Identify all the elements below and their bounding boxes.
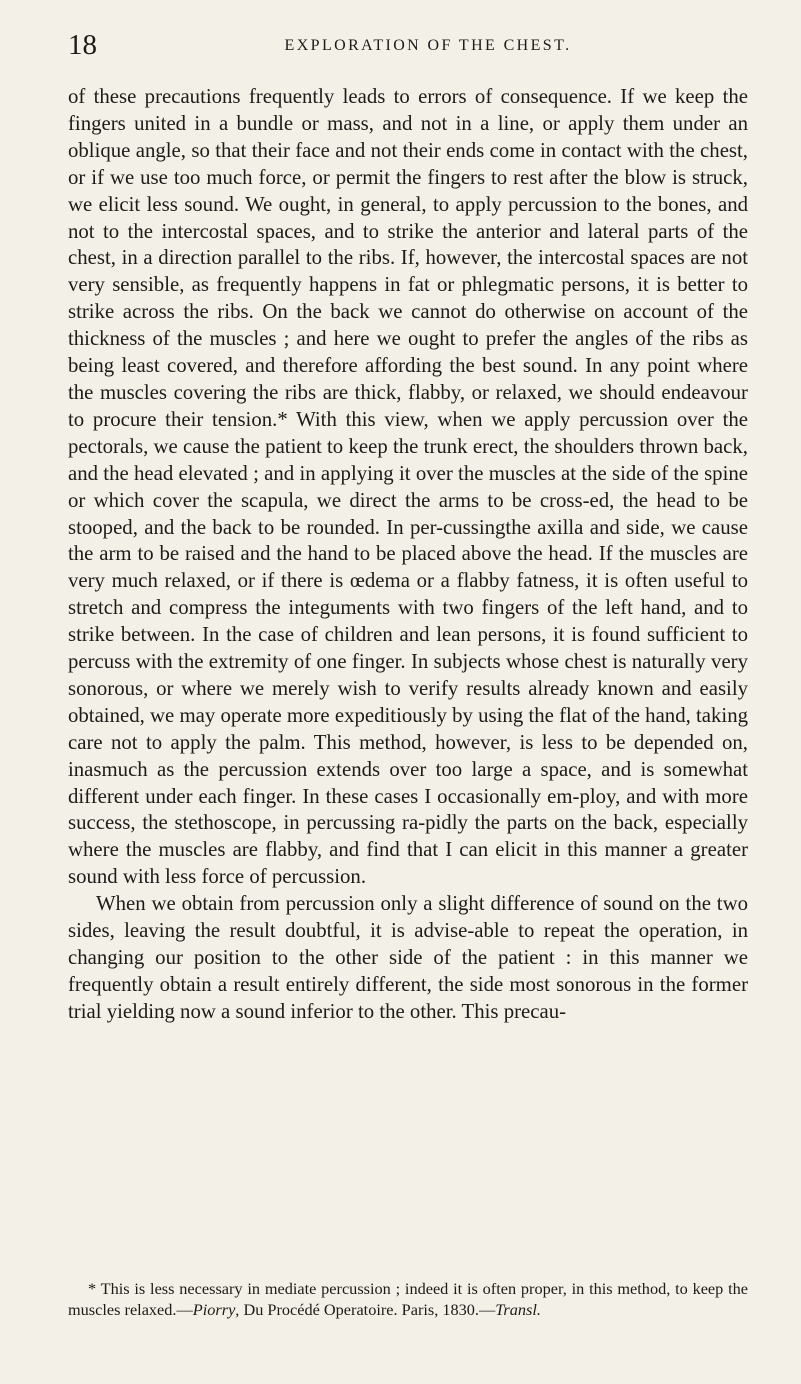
footnote: [68, 1278, 748, 1320]
paragraph-2: When we obtain from percussion only a slight difference of sound on the two sides, leaving the result doubtful, it is advise-able to repeat the operation, in changing our position to the other side of the patient : in this manner we frequently obtain a result entirely different, the side most sonorous in the former trial yielding now a sound inferior to the other. This precau-: [68, 892, 748, 1023]
page-header: [68, 30, 748, 60]
footnote-translator-note: Transl.: [495, 1300, 541, 1319]
paragraph-1: of these precautions frequently leads to errors of consequence. If we keep the fingers united in a bundle or mass, and not in a line, or apply them under an oblique angle, so that their face and not their ends come in contact with the chest, or if we use too much force, or permit the fingers to rest after the blow is struck, we elicit less sound. We ought, in general, to apply percussion to the bones, and not to the intercostal spaces, and to strike the anterior and lateral parts of the chest, in a direction parallel to the ribs. If, however, the intercostal spaces are not very sensible, as frequently happens in fat or phlegmatic persons, it is better to strike across the ribs. On the back we cannot do otherwise on account of the thickness of the muscles ; and here we ought to prefer the angles of the ribs as being least covered, and therefore affording the best sound. In any point where the muscles covering the ribs are thick, flabby, or relaxed, we should endeavour to procure their tension.* With this view, when we apply percussion over the pectorals, we cause the patient to keep the trunk erect, the shoulders thrown back, and the head elevated ; and in applying it over the muscles at the side of the spine or which cover the scapula, we direct the arms to be cross-ed, the head to be stooped, and the back to be rounded. In per-cussingthe axilla and side, we cause the arm to be raised and the hand to be placed above the head. If the muscles are very much relaxed, or if there is œdema or a flabby fatness, it is often useful to stretch and compress the integuments with two fingers of the left hand, and to strike between. In the case of children and lean persons, it is found sufficient to percuss with the extremity of one finger. In subjects whose chest is naturally very sonorous, or where we merely wish to verify results already known and easily obtained, we may operate more expeditiously by using the flat of the hand, taking care not to apply the palm. This method, however, is less to be depended on, inasmuch as the percussion extends over too large a space, and is somewhat different under each finger. In these cases I occasionally em-ploy, and with more success, the stethoscope, in percussing ra-pidly the parts on the back, especially where the muscles are flabby, and find that I can elicit in this manner a greater sound with less force of percussion.: [68, 85, 748, 889]
footnote-author: Piorry: [192, 1300, 236, 1319]
footnote-text: * This is less necessary in mediate percussion ; indeed it is often proper, in this method, to keep the muscles relaxed.—: [68, 1279, 748, 1319]
footnote-source: , Du Procédé Operatoire. Paris, 1830.—: [235, 1300, 496, 1319]
running-head: EXPLORATION OF THE CHEST.: [284, 37, 572, 54]
page-number: 18: [68, 29, 97, 61]
body-text: [68, 84, 748, 1026]
